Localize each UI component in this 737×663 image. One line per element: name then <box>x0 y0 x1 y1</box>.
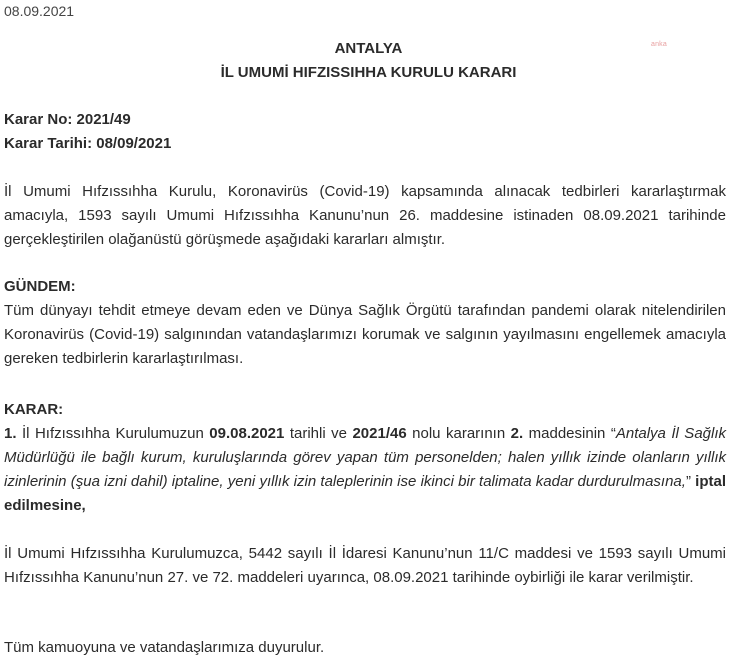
decision-meta <box>4 108 171 156</box>
agenda-heading: GÜNDEM: <box>4 278 76 295</box>
decision-text-4: maddesinin “ <box>523 425 616 442</box>
decision-text-2: tarihli ve <box>284 425 353 442</box>
decision-date: Karar Tarihi: 08/09/2021 <box>4 135 172 152</box>
decision-number: Karar No: 2021/49 <box>4 111 131 128</box>
decision-result: iptal edilmesine, <box>4 473 727 514</box>
intro-paragraph: İl Umumi Hıfzıssıhha Kurulu, Koronavirüs (Covid-19) kapsamında alınacak tedbirleri kararlaştırmak amacıyla, 1593 sayılı Umumi Hıfzıssıhha Kanunu’nun 26. maddesine istinaden 08.09.2021 tarihinde gerçekleştirilen olağanüstü görüşmede aşağıdaki kararları almıştır. <box>4 183 726 248</box>
closing-paragraph: İl Umumi Hıfzıssıhha Kurulumuzca, 5442 sayılı İl İdaresi Kanunu’nun 11/C maddesi ve 1593 sayılı Umumi Hıfzıssıhha Kanunu’nun 27. ve 72. maddeleri uyarınca, 08.09.2021 tarihinde oybirliği ile karar verilmiştir. <box>4 545 726 586</box>
decision-text-3: nolu kararının <box>406 425 511 442</box>
decision-text-1: İl Hıfzıssıhha Kurulumuzun <box>16 425 210 442</box>
decision-section <box>4 398 726 518</box>
title-city: ANTALYA <box>334 40 403 57</box>
decision-item-number: 1. <box>4 425 17 442</box>
agenda-section <box>4 275 726 371</box>
anka-watermark-logo: anka <box>651 41 667 48</box>
decision-text-5: ” <box>685 473 696 490</box>
decision-quote: Antalya İl Sağlık Müdürlüğü ile bağlı kurum, kuruluşlarında görev yapan tüm personelden; halen yıllık izinde olanların yıllık izinlerinin (şua izni dahil) iptaline, yeni yıllık izin taleplerinin ise ikinci bir talimata kadar durdurulmasına, <box>4 425 726 490</box>
announcement-paragraph: Tüm kamuoyuna ve vatandaşlarımıza duyurulur. <box>4 639 325 656</box>
decision-ref-date: 09.08.2021 <box>209 425 285 442</box>
decision-heading: KARAR: <box>4 401 64 418</box>
decision-ref-number: 2021/46 <box>352 425 407 442</box>
document-title <box>0 37 737 85</box>
title-board: İL UMUMİ HIFZISSIHHA KURULU KARARI <box>220 64 517 81</box>
document-date: 08.09.2021 <box>4 3 75 19</box>
agenda-text: Tüm dünyayı tehdit etmeye devam eden ve Dünya Sağlık Örgütü tarafından pandemi olarak nitelendirilen Koronavirüs (Covid-19) salgınından vatandaşlarımızı korumak ve salgının yayılmasını engellemek amacıyla gereken tedbirlerin kararlaştırılması. <box>4 302 726 367</box>
decision-ref-article: 2. <box>510 425 524 442</box>
